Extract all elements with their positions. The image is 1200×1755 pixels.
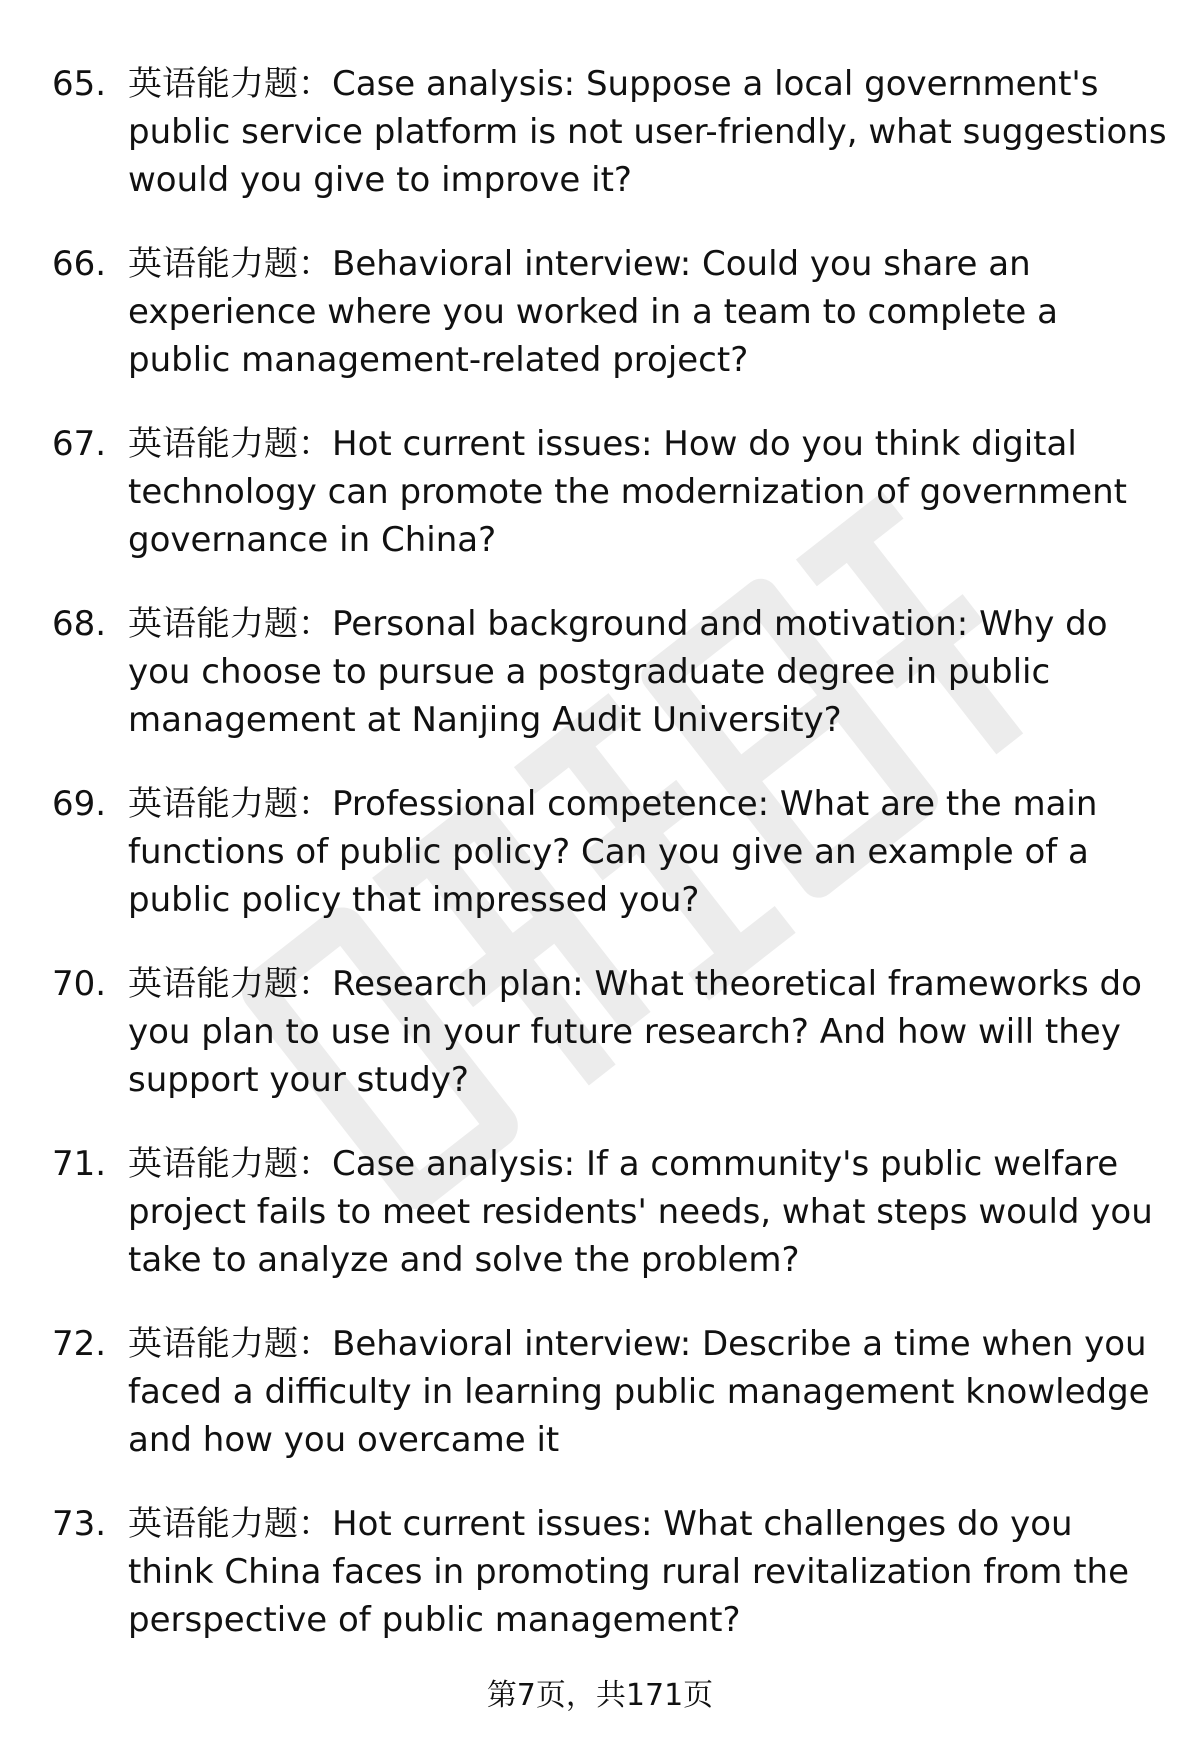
question-number: 69. (52, 784, 107, 824)
question-text: Research plan: What theoretical frameworks do you plan to use in your future research? And how will they support your study? (128, 964, 1142, 1100)
question-text: Hot current issues: What challenges do you think China faces in promoting rural revitalization from the perspective of public management? (128, 1504, 1130, 1640)
question-category-label: 英语能力题： (128, 784, 332, 824)
question-category-label: 英语能力题： (128, 1324, 332, 1364)
question-item (0, 1500, 1200, 1680)
question-body (128, 1140, 1168, 1284)
question-number: 73. (52, 1504, 107, 1544)
question-number: 65. (52, 64, 107, 104)
question-text: Hot current issues: How do you think digital technology can promote the modernization of government governance in China? (128, 424, 1127, 560)
question-category-label: 英语能力题： (128, 1504, 332, 1544)
question-category-label: 英语能力题： (128, 244, 332, 284)
question-body (128, 1320, 1168, 1464)
question-text: Behavioral interview: Could you share an experience where you worked in a team to complete a public management-related project? (128, 244, 1058, 380)
page-number-footer: 第7页，共171页 (486, 1678, 714, 1713)
question-body (128, 420, 1168, 564)
question-category-label: 英语能力题： (128, 964, 332, 1004)
question-body (128, 600, 1168, 744)
question-number: 71. (52, 1144, 107, 1184)
question-category-label: 英语能力题： (128, 1144, 332, 1184)
question-text: Case analysis: Suppose a local government's public service platform is not user-friendly, what suggestions would you give to improve it? (128, 64, 1167, 200)
question-number: 67. (52, 424, 107, 464)
question-body (128, 780, 1168, 924)
question-number: 70. (52, 964, 107, 1004)
question-number: 66. (52, 244, 107, 284)
question-category-label: 英语能力题： (128, 604, 332, 644)
question-text: Behavioral interview: Describe a time when you faced a difficulty in learning public management knowledge and how you overcame it (128, 1324, 1150, 1460)
question-body (128, 240, 1168, 384)
question-number: 68. (52, 604, 107, 644)
question-body (128, 60, 1168, 204)
question-list (0, 60, 1200, 1680)
question-item (0, 600, 1200, 780)
question-item (0, 1140, 1200, 1320)
question-item (0, 1320, 1200, 1500)
question-item (0, 780, 1200, 960)
question-text: Personal background and motivation: Why do you choose to pursue a postgraduate degree in public management at Nanjing Audit University? (128, 604, 1108, 740)
question-category-label: 英语能力题： (128, 424, 332, 464)
question-category-label: 英语能力题： (128, 64, 332, 104)
question-item (0, 960, 1200, 1140)
question-item (0, 420, 1200, 600)
question-body (128, 960, 1168, 1104)
question-item (0, 60, 1200, 240)
question-number: 72. (52, 1324, 107, 1364)
question-body (128, 1500, 1168, 1644)
question-text: Case analysis: If a community's public welfare project fails to meet residents' needs, what steps would you take to analyze and solve the problem? (128, 1144, 1153, 1280)
question-text: Professional competence: What are the main functions of public policy? Can you give an example of a public policy that impressed you? (128, 784, 1098, 920)
question-item (0, 240, 1200, 420)
